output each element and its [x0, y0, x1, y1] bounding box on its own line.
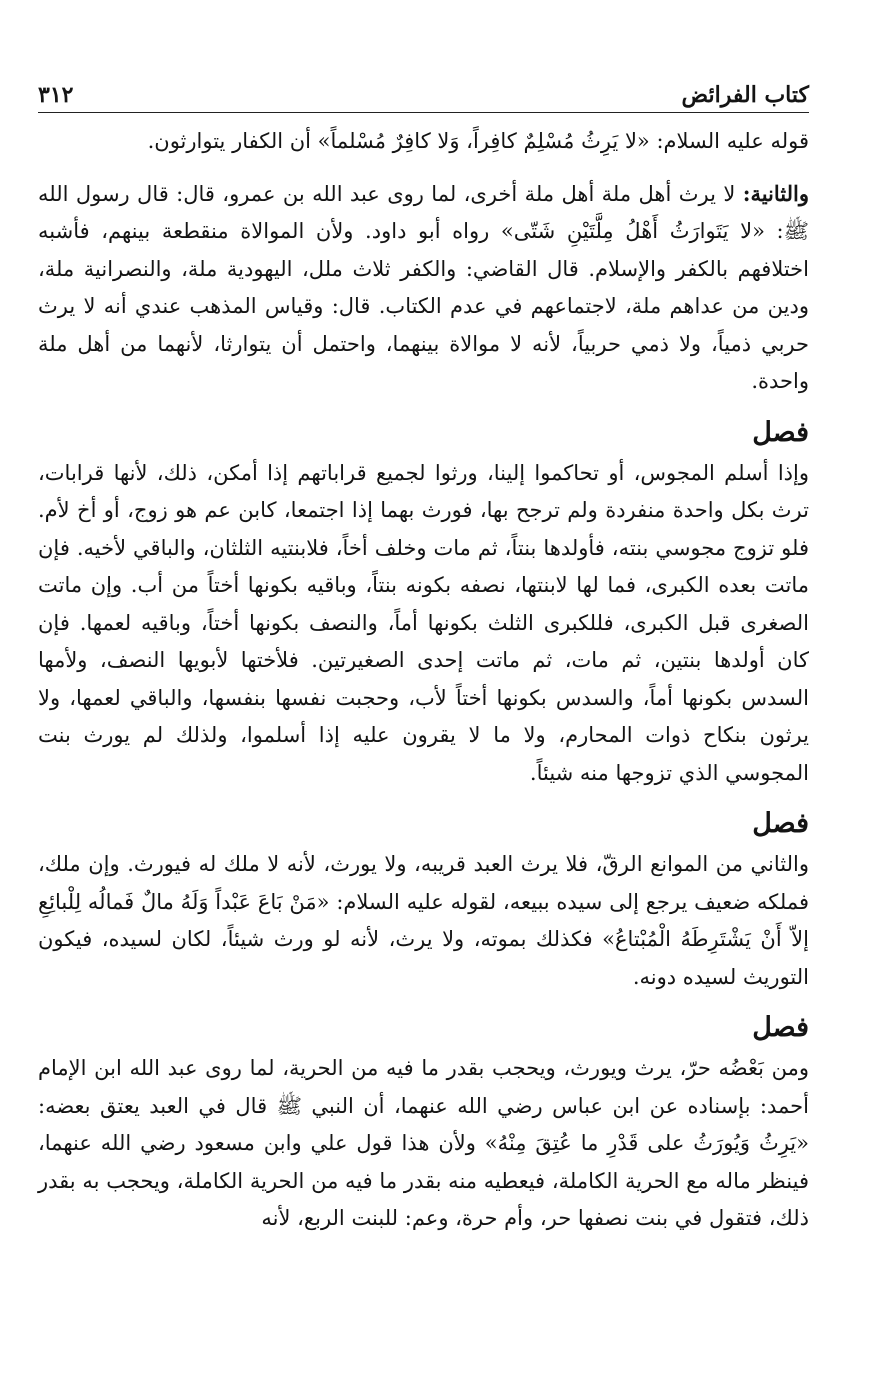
section-heading-1: فصل	[752, 416, 809, 448]
section-heading-2: فصل	[752, 808, 809, 839]
page-header	[38, 82, 809, 112]
page-number: ٣١٢	[38, 82, 74, 108]
section-body-1: وإذا أسلم المجوس، أو تحاكموا إلينا، ورثوا لجميع قراباتهم إذا أمكن، ذلك، لأنها قرابات، ترث بكل واحدة منفردة ولم ترجح بها، فورث بهما إذا اجتمعا، كابن عم هو زوج، أو أخ لأم. فلو تزوج مجوسي بنته، فأولدها بنتاً، ثم مات وخلف أخاً، فلابنتيه الثلثان، والباقي لأخيه. فإن ماتت بعده الكبرى، فما لها لابنتها، نصفه بكونه بنتاً، وباقيه بكونها أختاً من أب. وإن ماتت الصغرى قبل الكبرى، فللكبرى الثلث بكونها أماً، والنصف بكونها أختاً، وباقيه لعمها. فإن كان أولدها بنتين، ثم مات، ثم ماتت إحدى الصغيرتين. فلأختها لأبويها النصف، ولأمها السدس بكونها أماً، والسدس بكونها أختاً لأب، وحجبت نفسها بنفسها، والباقي لعمها، ولا يرثون بنكاح ذوات المحارم، ولا ما لا يقرون عليه إذا أسلموا، ولذلك لم يورث بنت المجوسي الذي تزوجها منه شيئاً.	[38, 460, 809, 785]
section-body-2: والثاني من الموانع الرقّ، فلا يرث العبد قريبه، ولا يورث، لأنه لا ملك له فيورث. وإن ملك، فملكه ضعيف يرجع إلى سيده ببيعه، لقوله عليه السلام: «مَنْ بَاعَ عَبْداً وَلَهُ مالٌ فَمالُه لِلْبائِعِ إلاّ أَنْ يَشْتَرِطَهُ الْمُبْتاعُ» فكذلك بموته، ولا يرث، لأنه لو ورث شيئاً، لكان لسيده، فيكون التوريث لسيده دونه.	[38, 852, 809, 989]
section-heading-3: فصل	[752, 1012, 809, 1043]
paragraph-second-opinion	[38, 175, 809, 401]
paragraph-hadith-quote: قوله عليه السلام: «لا يَرِثُ مُسْلِمٌ كافِراً، وَلا كافِرٌ مُسْلماً» أن الكفار يتوارثون.	[147, 129, 809, 153]
book-title: كتاب الفرائض	[681, 82, 809, 108]
section-body-3: ومن بَعْضُه حرّ، يرث ويورث، ويحجب بقدر ما فيه من الحرية، لما روى عبد الله ابن الإمام أحمد: بإسناده عن ابن عباس رضي الله عنهما، أن النبي ﷺ قال في العبد يعتق بعضه: «يَرِثُ وَيُورَثُ على قَدْرِ ما عُتِقَ مِنْهُ» ولأن هذا قول علي وابن مسعود رضي الله عنهما، فينظر ماله مع الحرية الكاملة، فيعطيه منه بقدر ما فيه من الحرية الكاملة، ويحجب به بقدر ذلك، فتقول في بنت نصفها حر، وأم حرة، وعم: للبنت الربع، لأنه	[38, 1056, 809, 1230]
paragraph-body: لا يرث أهل ملة أهل ملة أخرى، لما روى عبد الله بن عمرو، قال: قال رسول الله ﷺ: «لا يَتَوارَثُ أَهْلُ مِلَّتَيْنِ شَتّى» رواه أبو داود. ولأن الموالاة منقطعة بينهم، فأشبه اختلافهم بالكفر والإسلام. قال القاضي: والكفر ثلاث ملل، اليهودية ملة، والنصرانية ملة، ودين من عداهم ملة، لاجتماعهم في عدم الكتاب. قال: وقياس المذهب عندي أنه لا يرث حربي ذمياً، ولا ذمي حربياً، لأنه لا موالاة بينهما، واحتمل أن يتوارثا، لأنهما من أهل ملة واحدة.	[38, 181, 809, 393]
header-rule	[38, 112, 809, 113]
paragraph-lead: والثانية:	[742, 180, 809, 206]
